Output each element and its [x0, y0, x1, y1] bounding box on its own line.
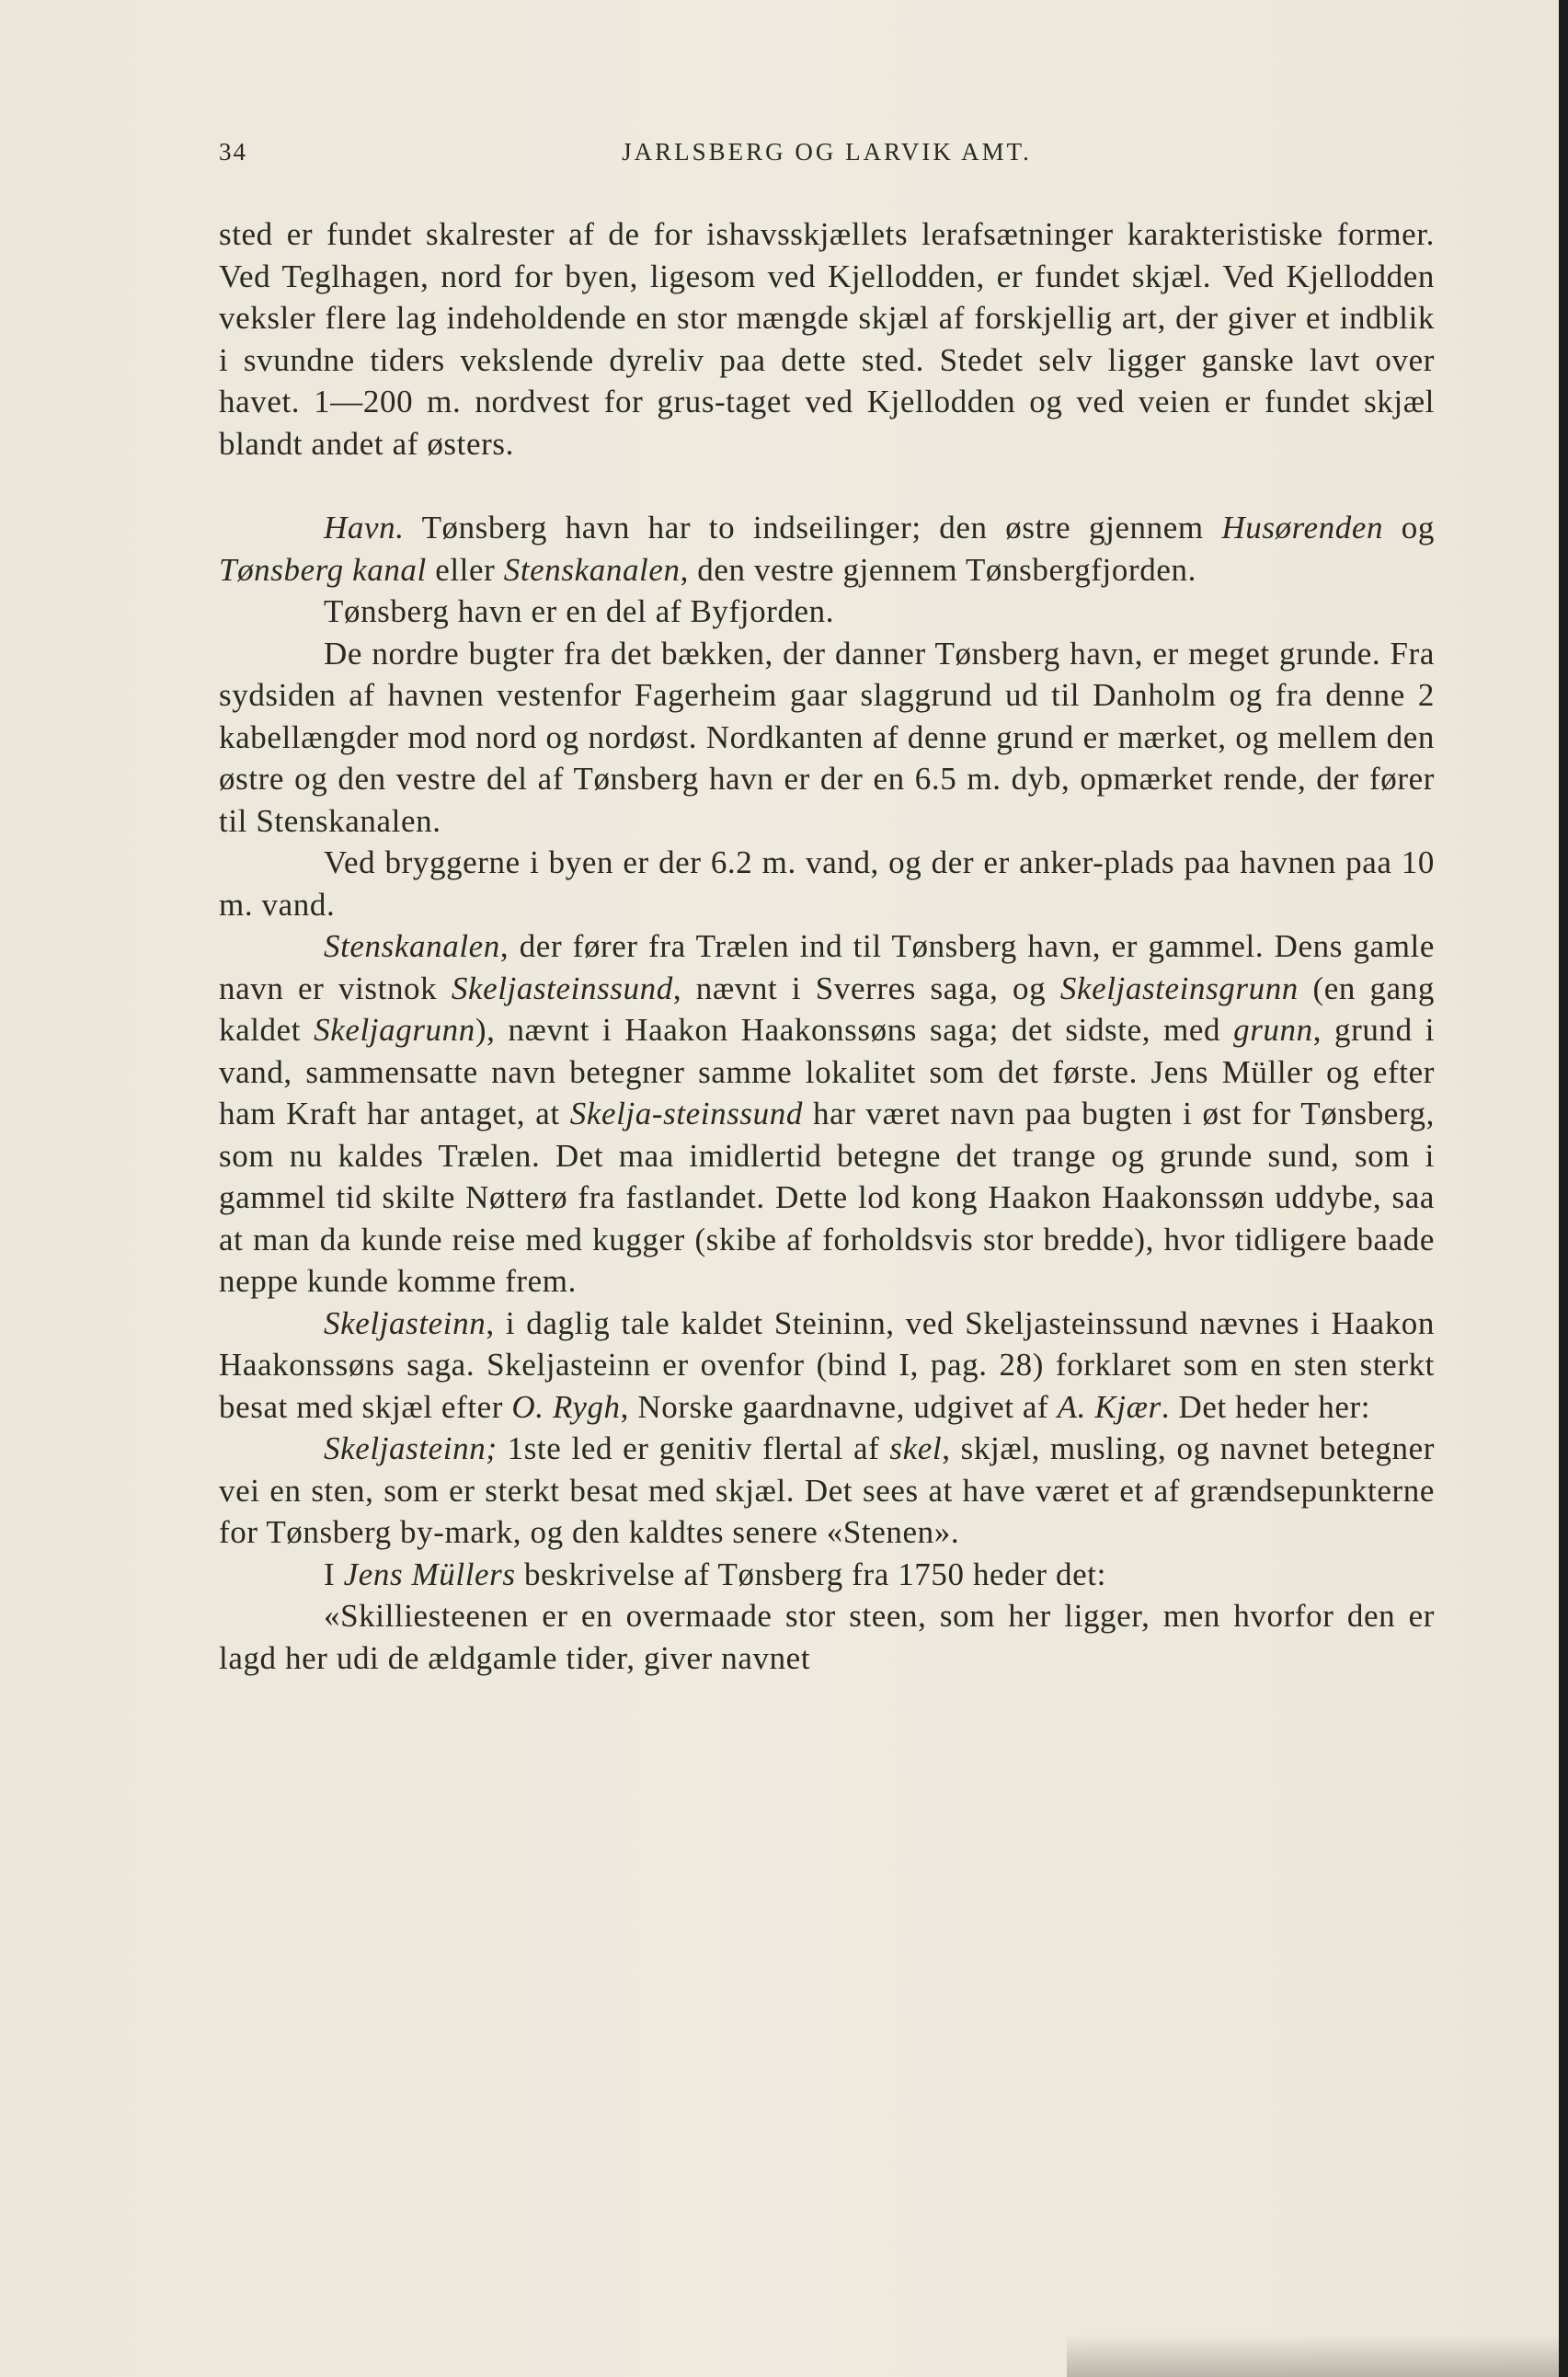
- body-text: [219, 213, 1435, 1679]
- scan-shadow: [1067, 2335, 1559, 2377]
- paragraph-havn: Havn. Tønsberg havn har to indseilinger; den østre gjennem Husørenden og Tønsberg kanal eller Stenskanalen, den vestre gjennem Tønsbergfjorden.: [219, 510, 1435, 588]
- scan-edge: [1559, 0, 1568, 2377]
- page-number: 34: [219, 138, 247, 166]
- paragraph-1: sted er fundet skalrester af de for ishavsskjællets lerafsætninger karakteristiske former. Ved Teglhagen, nord for byen, ligesom ved Kjellodden, er fundet skjæl. Ved Kjellodden veksler flere lag indeholdende en stor mængde skjæl af forskjellig art, der giver et indblik i svundne tiders vekslende dyreliv paa dette sted. Stedet selv ligger ganske lavt over havet. 1—200 m. nordvest for grus-taget ved Kjellodden og ved veien er fundet skjæl blandt andet af østers.: [219, 216, 1435, 462]
- paragraph-quote-rygh: Skeljasteinn; 1ste led er genitiv flertal af skel, skjæl, musling, og navnet betegner vei en sten, som er sterkt besat med skjæl. Det sees at have været et af grændsepunkterne for Tønsberg by-mark, og den kaldtes senere «Stenen».: [219, 1430, 1435, 1550]
- paragraph-3: Tønsberg havn er en del af Byfjorden.: [324, 593, 835, 629]
- section-title-havn: Havn.: [324, 510, 405, 545]
- paragraph-quote-muller: «Skilliesteenen er en overmaade stor steen, som her ligger, men hvorfor den er lagd her udi de ældgamle tider, giver navnet: [219, 1598, 1435, 1676]
- paragraph-4: De nordre bugter fra det bækken, der danner Tønsberg havn, er meget grunde. Fra sydsiden af havnen vestenfor Fagerheim gaar slaggrund ud til Danholm og fra denne 2 kabellængder mod nord og nordøst. Nordkanten af denne grund er mærket, og mellem den østre og den vestre del af Tønsberg havn er der en 6.5 m. dyb, opmærket rende, der fører til Stenskanalen.: [219, 635, 1435, 839]
- paragraph-skeljasteinn: Skeljasteinn, i daglig tale kaldet Steininn, ved Skeljasteinssund nævnes i Haakon Haakonssøns saga. Skeljasteinn er ovenfor (bind I, pag. 28) forklaret som en sten sterkt besat med skjæl efter O. Rygh, Norske gaardnavne, udgivet af A. Kjær. Det heder her:: [219, 1304, 1435, 1425]
- paragraph-5: Ved bryggerne i byen er der 6.2 m. vand, og der er anker-plads paa havnen paa 10 m. vand.: [219, 844, 1435, 923]
- page-header: [219, 138, 1435, 175]
- paragraph-stenskanalen: Stenskanalen, der fører fra Trælen ind til Tønsberg havn, er gammel. Dens gamle navn er vistnok Skeljasteinssund, nævnt i Sverres saga, og Skeljasteinsgrunn (en gang kaldet Skeljagrunn), nævnt i Haakon Haakonssøns saga; det sidste, med grunn, grund i vand, sammensatte navn betegner samme lokalitet som det første. Jens Müller og efter ham Kraft har antaget, at Skelja-steinssund har været navn paa bugten i øst for Tønsberg, som nu kaldes Trælen. Det maa imidlertid betegne det trange og grunde sund, som i gammel tid skilte Nøtterø fra fastlandet. Dette lod kong Haakon Haakonssøn uddybe, saa at man da kunde reise med kugger (skibe af forholdsvis stor bredde), hvor tidligere baade neppe kunde komme frem.: [219, 928, 1436, 1299]
- paragraph-muller: I Jens Müllers beskrivelse af Tønsberg fra 1750 heder det:: [324, 1556, 1106, 1592]
- running-head: JARLSBERG OG LARVIK AMT.: [622, 138, 1032, 166]
